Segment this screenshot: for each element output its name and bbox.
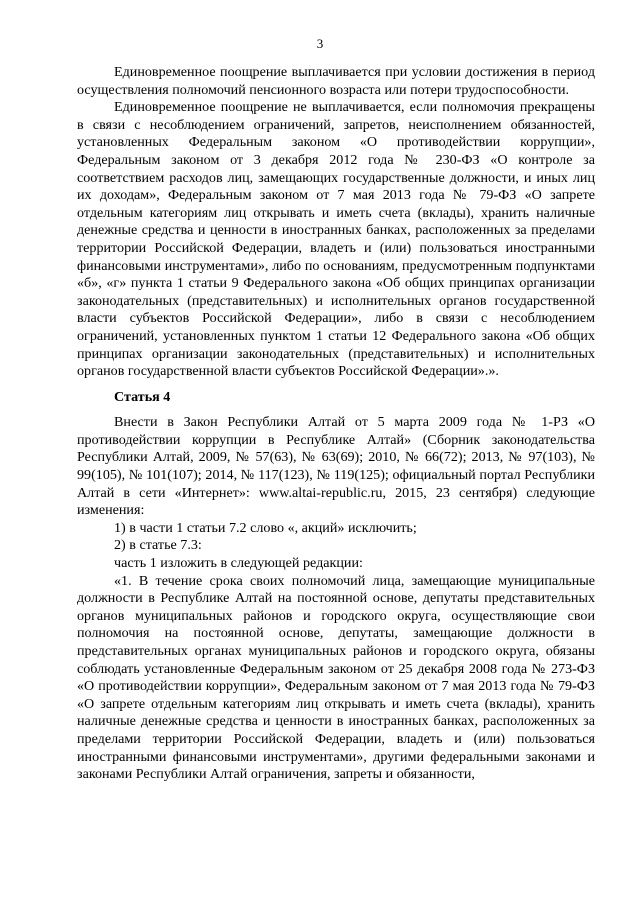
- paragraph-payment-condition: Единовременное поощрение выплачивается при условии достижения в период осуществления полномочий пенсионного возраста или потери трудоспособности.: [77, 64, 595, 98]
- paragraph-payment-exclusion: Единовременное поощрение не выплачивается, если полномочия прекращены в связи с несоблюдением ограничений, запретов, неисполнением обязанностей, установленных Федеральным законом «О противодействии коррупции», Федеральным законом от 3 декабря 2012 года № 230-ФЗ «О контроле за соответствием расходов лиц, замещающих государственные должности, и иных лиц их доходам», Федеральным законом от 7 мая 2013 года № 79-ФЗ «О запрете отдельным категориям лиц открывать и иметь счета (вклады), хранить наличные денежные средства и ценности в иностранных банках, расположенных за пределами территории Российской Федерации, владеть и (или) пользоваться иностранными финансовыми инструментами», либо по основаниям, предусмотренным подпунктами «б», «г» пункта 1 статьи 9 Федерального закона «Об общих принципах организации законодательных (представительных) и исполнительных органов государственной власти субъектов Российской Федерации», либо в связи с несоблюдением ограничений, установленных пунктом 1 статьи 12 Федерального закона «Об общих принципах организации законодательных (представительных) и исполнительных органов государственной власти субъектов Российской Федерации».».: [77, 99, 595, 380]
- article-4-quote: «1. В течение срока своих полномочий лица, замещающие муниципальные должности в Республике Алтай на постоянной основе, депутаты представительных органов муниципальных районов и городского округа, осуществляющие свои полномочия на постоянной основе, депутаты, замещающие должности в представительных органах муниципальных районов и городского округа, обязаны соблюдать установленные Федеральным законом от 25 декабря 2008 года № 273-ФЗ «О противодействии коррупции», Федеральным законом от 7 мая 2013 года № 79-ФЗ «О запрете отдельным категориям лиц открывать и иметь счета (вклады), хранить наличные денежные средства и ценности в иностранных банках, расположенных за пределами территории Российской Федерации, владеть и (или) пользоваться иностранными финансовыми инструментами», другими федеральными законами и законами Республики Алтай ограничения, запреты и обязанности,: [77, 572, 595, 783]
- article-4-item-1: 1) в части 1 статьи 7.2 слово «, акций» исключить;: [114, 519, 417, 536]
- article-4-heading: Статья 4: [114, 388, 171, 405]
- page-number: 3: [316, 36, 324, 51]
- document-body: [77, 64, 595, 784]
- article-4-intro: Внести в Закон Республики Алтай от 5 марта 2009 года № 1-РЗ «О противодействии коррупции в Республике Алтай» (Сборник законодательства Республики Алтай, 2009, № 57(63), № 63(69); 2010, № 66(72); 2013, № 97(103), № 99(105), № 101(107); 2014, № 117(123), № 119(125); официальный портал Республики Алтай в сети «Интернет»: www.altai-republic.ru, 2015, 23 сентября) следующие изменения:: [77, 414, 595, 519]
- article-4-item-2: 2) в статье 7.3:: [114, 537, 202, 554]
- article-4-item-2-sub: часть 1 изложить в следующей редакции:: [114, 555, 363, 572]
